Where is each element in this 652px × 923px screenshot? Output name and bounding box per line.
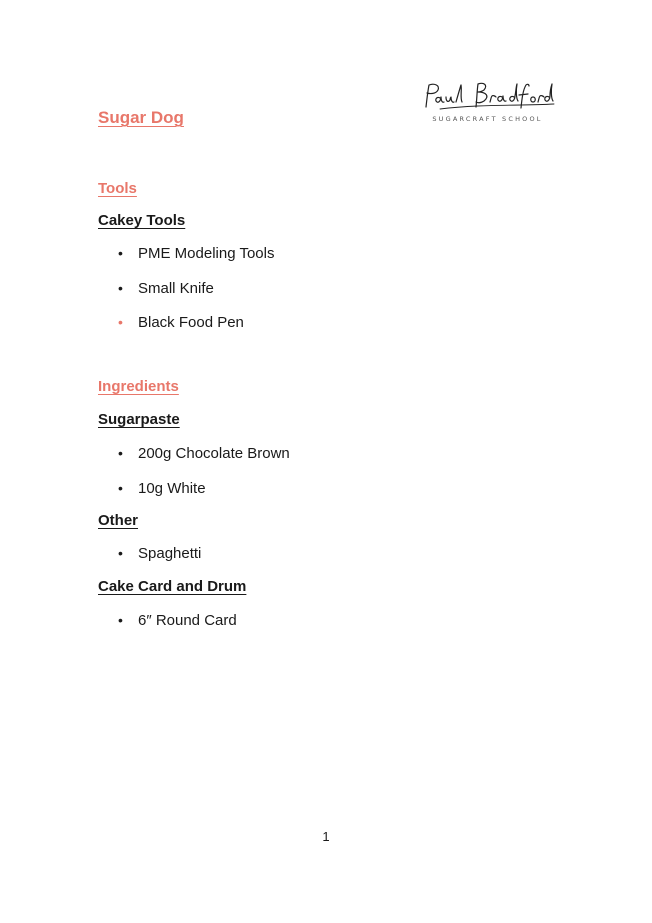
page-title: Sugar Dog: [98, 108, 184, 127]
bullet-icon: •: [118, 612, 123, 628]
list-item-text: PME Modeling Tools: [138, 245, 275, 262]
list-item: [118, 545, 201, 562]
ingredients-heading: Ingredients: [98, 378, 179, 395]
list-item: [118, 480, 206, 497]
list-item-text: Spaghetti: [138, 545, 202, 562]
signature-logo-icon: [420, 80, 555, 114]
cakey-tools-subheading: Cakey Tools: [98, 212, 186, 229]
list-item-text: 10g White: [138, 480, 206, 497]
list-item-text: Small Knife: [138, 280, 214, 297]
bullet-icon: •: [118, 314, 123, 330]
page-number: 1: [322, 829, 330, 844]
cake-card-subheading: Cake Card and Drum: [98, 578, 247, 595]
list-item-text: Black Food Pen: [138, 314, 244, 331]
bullet-icon: •: [118, 445, 123, 461]
paul-bradford-logo: [420, 80, 555, 126]
other-subheading: Other: [98, 512, 139, 529]
list-item: [118, 445, 290, 462]
bullet-icon: •: [118, 280, 123, 296]
bullet-icon: •: [118, 545, 123, 561]
list-item: [118, 314, 244, 331]
list-item-text: 6″ Round Card: [138, 612, 237, 629]
list-item: [118, 612, 237, 629]
bullet-icon: •: [118, 245, 123, 261]
list-item-text: 200g Chocolate Brown: [138, 445, 290, 462]
list-item: [118, 280, 214, 297]
sugarpaste-subheading: Sugarpaste: [98, 411, 180, 428]
logo-subtitle: SUGARCRAFT SCHOOL: [432, 115, 543, 123]
tools-heading: Tools: [98, 180, 137, 197]
bullet-icon: •: [118, 480, 123, 496]
list-item: [118, 245, 274, 262]
